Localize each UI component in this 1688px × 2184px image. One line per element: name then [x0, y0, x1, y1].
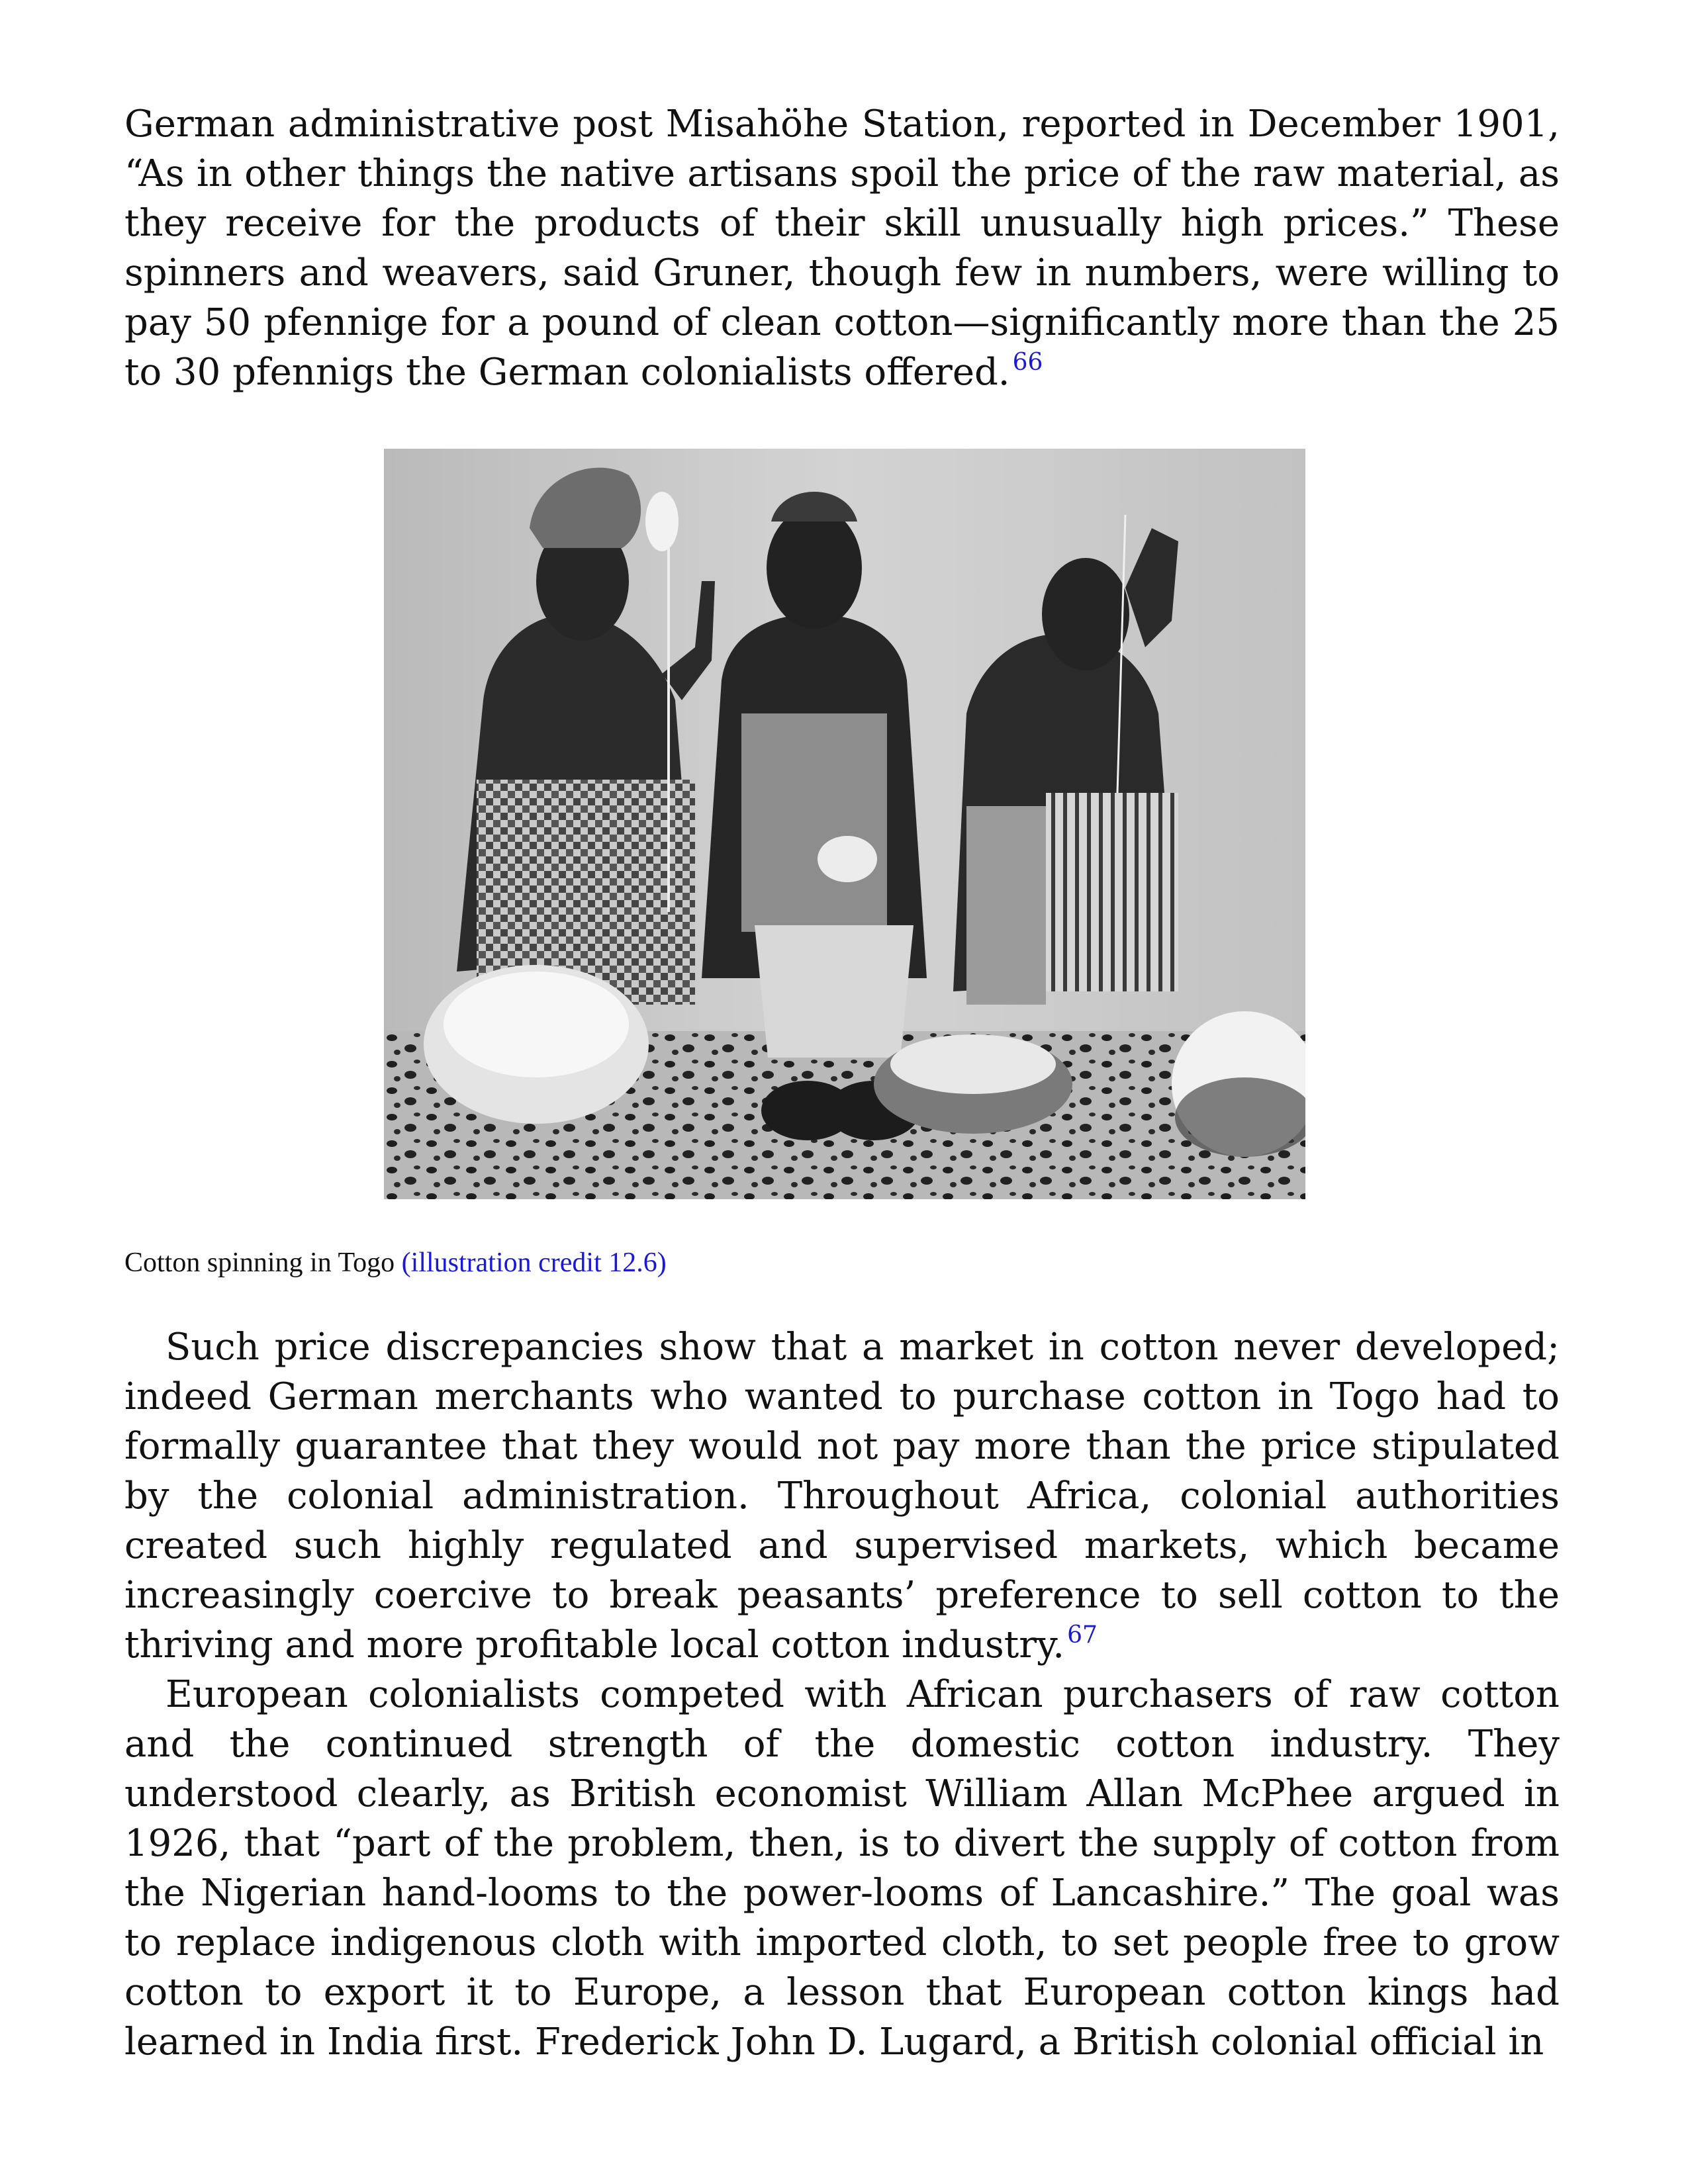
footnote-66-link[interactable]: 66	[1012, 349, 1043, 376]
top-paragraph-text: German administrative post Misahöhe Station, reported in December 1901, “As in other things the native artisans spoil the price of the raw material, as they receive for the products of their skill unusually high prices.” These spinners and weavers, said Gruner, though few in numbers, were willing to pay 50 pfennige for a pound of clean cotton—significantly more than the 25 to 30 pfennigs the German colonialists offered.	[124, 103, 1560, 394]
paragraph-3-text: European colonialists competed with African purchasers of raw cotton and the continued strength of the domestic cotton industry. They understood clearly, as British economist William Allan McPhee argued in 1926, that “part of the problem, then, is to divert the supply of cotton from the Nigerian hand-looms to the power-looms of Lancashire.” The goal was to replace indigenous cloth with imported cloth, to set people free to grow cotton to export it to Europe, a lesson that European cotton kings had learned in India first. Frederick John D. Lugard, a British colonial official in	[124, 1673, 1560, 2064]
footnote-67-link[interactable]: 67	[1067, 1621, 1098, 1649]
cotton-spinning-photo	[384, 449, 1305, 1199]
top-paragraph	[124, 99, 1560, 397]
continued-text	[124, 1322, 1560, 2067]
paragraph-2-text: Such price discrepancies show that a market in cotton never developed; indeed German merchants who wanted to purchase cotton in Togo had to formally guarantee that they would not pay more than the price stipulated by the colonial administration. Throughout Africa, colonial authorities created such highly regulated and supervised markets, which became increasingly coercive to break peasants’ preference to sell cotton to the thriving and more profitable local cotton industry.	[124, 1326, 1560, 1666]
figure-caption	[124, 1246, 667, 1280]
page-body	[124, 99, 1560, 397]
paragraph-3	[124, 1670, 1560, 2067]
paragraph-2	[124, 1322, 1560, 1670]
illustration-credit-link[interactable]: (illustration credit 12.6)	[401, 1248, 667, 1278]
figure-caption-text: Cotton spinning in Togo	[124, 1248, 402, 1278]
